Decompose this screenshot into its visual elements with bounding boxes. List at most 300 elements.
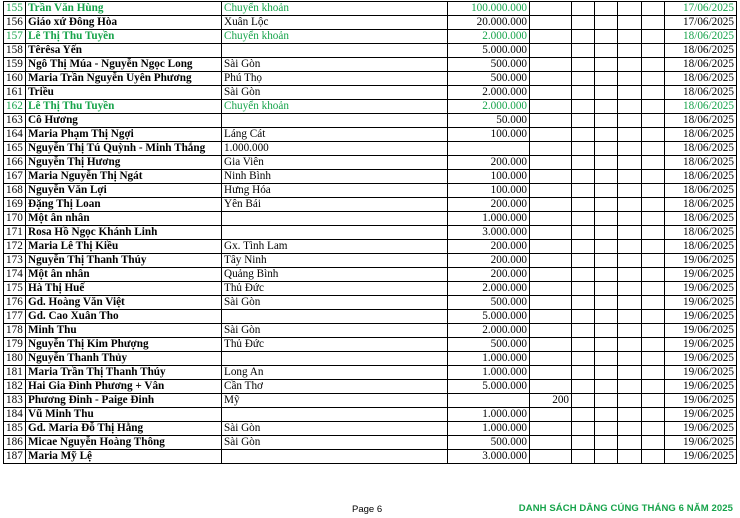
- donor-location: Sài Gòn: [222, 324, 448, 338]
- empty-cell: [618, 212, 642, 226]
- amount-vnd: 500.000: [448, 72, 530, 86]
- empty-cell: [642, 268, 665, 282]
- amount-vnd: 2.000.000: [448, 86, 530, 100]
- donor-location: Gx. Tình Lam: [222, 240, 448, 254]
- row-number: 162: [4, 100, 26, 114]
- empty-cell: [595, 44, 618, 58]
- empty-cell: [642, 380, 665, 394]
- table-row: [4, 16, 737, 30]
- row-number: 176: [4, 296, 26, 310]
- empty-cell: [572, 380, 595, 394]
- donation-date: 18/06/2025: [665, 30, 737, 44]
- row-number: 185: [4, 422, 26, 436]
- empty-cell: [642, 128, 665, 142]
- empty-cell: [572, 254, 595, 268]
- empty-cell: [618, 58, 642, 72]
- amount-usd: [530, 226, 572, 240]
- empty-cell: [618, 226, 642, 240]
- amount-usd: [530, 198, 572, 212]
- donor-location: [222, 226, 448, 240]
- empty-cell: [572, 198, 595, 212]
- empty-cell: [642, 366, 665, 380]
- amount-usd: [530, 366, 572, 380]
- empty-cell: [572, 114, 595, 128]
- empty-cell: [642, 226, 665, 240]
- row-number: 175: [4, 282, 26, 296]
- donation-date: 18/06/2025: [665, 156, 737, 170]
- donor-location: Sài Gòn: [222, 58, 448, 72]
- donor-location: Yên Bái: [222, 198, 448, 212]
- donor-name: Gd. Hoàng Văn Việt: [26, 296, 222, 310]
- amount-usd: [530, 114, 572, 128]
- donor-location: Chuyển khoản: [222, 100, 448, 114]
- empty-cell: [618, 72, 642, 86]
- empty-cell: [618, 240, 642, 254]
- amount-vnd: 200.000: [448, 268, 530, 282]
- donation-date: 19/06/2025: [665, 366, 737, 380]
- donation-date: 18/06/2025: [665, 128, 737, 142]
- empty-cell: [618, 366, 642, 380]
- empty-cell: [595, 352, 618, 366]
- empty-cell: [618, 408, 642, 422]
- table-row: [4, 86, 737, 100]
- donation-date: 19/06/2025: [665, 450, 737, 464]
- donor-name: Micae Nguyễn Hoàng Thông: [26, 436, 222, 450]
- donation-date: 19/06/2025: [665, 324, 737, 338]
- amount-usd: [530, 436, 572, 450]
- empty-cell: [572, 268, 595, 282]
- row-number: 164: [4, 128, 26, 142]
- donor-name: Maria Nguyễn Thị Ngát: [26, 170, 222, 184]
- donor-name: Lê Thị Thu Tuyền: [26, 30, 222, 44]
- amount-vnd: 100.000: [448, 128, 530, 142]
- empty-cell: [642, 254, 665, 268]
- empty-cell: [618, 156, 642, 170]
- table-row: [4, 338, 737, 352]
- amount-vnd: 2.000.000: [448, 100, 530, 114]
- donor-name: Nguyễn Thị Hương: [26, 156, 222, 170]
- empty-cell: [595, 212, 618, 226]
- donation-date: 19/06/2025: [665, 352, 737, 366]
- amount-usd: [530, 422, 572, 436]
- amount-usd: [530, 128, 572, 142]
- empty-cell: [595, 408, 618, 422]
- amount-vnd: 2.000.000: [448, 30, 530, 44]
- empty-cell: [618, 436, 642, 450]
- empty-cell: [618, 142, 642, 156]
- amount-usd: [530, 142, 572, 156]
- donor-name: Gd. Cao Xuân Tho: [26, 310, 222, 324]
- empty-cell: [572, 128, 595, 142]
- row-number: 163: [4, 114, 26, 128]
- table-row: [4, 198, 737, 212]
- empty-cell: [595, 254, 618, 268]
- amount-usd: [530, 450, 572, 464]
- donation-date: 19/06/2025: [665, 338, 737, 352]
- donor-name: Hà Thị Huế: [26, 282, 222, 296]
- amount-usd: [530, 156, 572, 170]
- donor-name: Nguyễn Thanh Thủy: [26, 352, 222, 366]
- donor-location: Chuyển khoản: [222, 30, 448, 44]
- amount-vnd: 50.000: [448, 114, 530, 128]
- table-row: [4, 142, 737, 156]
- empty-cell: [572, 44, 595, 58]
- amount-vnd: 5.000.000: [448, 44, 530, 58]
- donor-location: Sài Gòn: [222, 436, 448, 450]
- empty-cell: [642, 338, 665, 352]
- row-number: 156: [4, 16, 26, 30]
- empty-cell: [595, 2, 618, 16]
- amount-vnd: 20.000.000: [448, 16, 530, 30]
- table-row: [4, 72, 737, 86]
- amount-usd: [530, 184, 572, 198]
- empty-cell: [642, 310, 665, 324]
- donor-location: [222, 212, 448, 226]
- donor-name: Rosa Hồ Ngọc Khánh Linh: [26, 226, 222, 240]
- table-row: [4, 240, 737, 254]
- donor-name: Vũ Minh Thu: [26, 408, 222, 422]
- donor-location: [222, 114, 448, 128]
- empty-cell: [642, 436, 665, 450]
- amount-vnd: 500.000: [448, 296, 530, 310]
- empty-cell: [642, 422, 665, 436]
- empty-cell: [595, 58, 618, 72]
- row-number: 157: [4, 30, 26, 44]
- row-number: 165: [4, 142, 26, 156]
- empty-cell: [595, 394, 618, 408]
- donation-date: 19/06/2025: [665, 422, 737, 436]
- empty-cell: [618, 422, 642, 436]
- table-row: [4, 394, 737, 408]
- empty-cell: [642, 142, 665, 156]
- donor-location: Chuyển khoản: [222, 2, 448, 16]
- empty-cell: [595, 114, 618, 128]
- table-row: [4, 44, 737, 58]
- donation-date: 19/06/2025: [665, 380, 737, 394]
- empty-cell: [618, 324, 642, 338]
- row-number: 174: [4, 268, 26, 282]
- donor-name: Maria Mỹ Lệ: [26, 450, 222, 464]
- empty-cell: [572, 100, 595, 114]
- empty-cell: [618, 16, 642, 30]
- row-number: 161: [4, 86, 26, 100]
- amount-vnd: 3.000.000: [448, 450, 530, 464]
- empty-cell: [572, 58, 595, 72]
- amount-usd: [530, 282, 572, 296]
- empty-cell: [595, 198, 618, 212]
- amount-vnd: 2.000.000: [448, 282, 530, 296]
- empty-cell: [618, 268, 642, 282]
- donation-date: 18/06/2025: [665, 226, 737, 240]
- empty-cell: [595, 128, 618, 142]
- empty-cell: [595, 436, 618, 450]
- donor-name: Nguyễn Thị Kim Phượng: [26, 338, 222, 352]
- donor-location: Mỹ: [222, 394, 448, 408]
- amount-vnd: 3.000.000: [448, 226, 530, 240]
- table-row: [4, 184, 737, 198]
- empty-cell: [572, 394, 595, 408]
- empty-cell: [595, 366, 618, 380]
- donation-date: 18/06/2025: [665, 170, 737, 184]
- table-row: [4, 408, 737, 422]
- amount-usd: [530, 324, 572, 338]
- amount-usd: [530, 240, 572, 254]
- amount-vnd: 1.000.000: [448, 212, 530, 226]
- donation-date: 19/06/2025: [665, 310, 737, 324]
- amount-vnd: 200.000: [448, 254, 530, 268]
- empty-cell: [642, 184, 665, 198]
- donation-date: 17/06/2025: [665, 16, 737, 30]
- empty-cell: [642, 2, 665, 16]
- amount-usd: [530, 408, 572, 422]
- amount-vnd: 5.000.000: [448, 380, 530, 394]
- amount-usd: [530, 170, 572, 184]
- table-row: [4, 310, 737, 324]
- table-row: [4, 100, 737, 114]
- row-number: 155: [4, 2, 26, 16]
- amount-usd: [530, 380, 572, 394]
- empty-cell: [572, 338, 595, 352]
- table-row: [4, 296, 737, 310]
- row-number: 171: [4, 226, 26, 240]
- table-row: [4, 58, 737, 72]
- donation-date: 18/06/2025: [665, 114, 737, 128]
- amount-vnd: 1.000.000: [448, 366, 530, 380]
- empty-cell: [618, 128, 642, 142]
- donation-table-body: [4, 2, 737, 464]
- empty-cell: [642, 58, 665, 72]
- donor-name: Giáo xứ Đông Hòa: [26, 16, 222, 30]
- empty-cell: [618, 184, 642, 198]
- amount-vnd: 200.000: [448, 240, 530, 254]
- donor-location: Láng Cát: [222, 128, 448, 142]
- empty-cell: [642, 16, 665, 30]
- empty-cell: [642, 212, 665, 226]
- document-title: DANH SÁCH DÂNG CÚNG THÁNG 6 NĂM 2025: [518, 503, 733, 514]
- row-number: 183: [4, 394, 26, 408]
- empty-cell: [572, 226, 595, 240]
- amount-usd: [530, 44, 572, 58]
- empty-cell: [595, 100, 618, 114]
- donation-date: 18/06/2025: [665, 184, 737, 198]
- donor-location: Cần Thơ: [222, 380, 448, 394]
- donation-date: 18/06/2025: [665, 58, 737, 72]
- empty-cell: [595, 72, 618, 86]
- amount-usd: [530, 58, 572, 72]
- donor-location: Sài Gòn: [222, 296, 448, 310]
- empty-cell: [618, 44, 642, 58]
- empty-cell: [618, 296, 642, 310]
- donation-date: 18/06/2025: [665, 142, 737, 156]
- empty-cell: [595, 240, 618, 254]
- donation-date: 17/06/2025: [665, 2, 737, 16]
- empty-cell: [618, 282, 642, 296]
- empty-cell: [618, 254, 642, 268]
- empty-cell: [642, 44, 665, 58]
- amount-vnd: 1.000.000: [448, 408, 530, 422]
- table-row: [4, 30, 737, 44]
- empty-cell: [642, 156, 665, 170]
- table-row: [4, 114, 737, 128]
- donor-name: Têrêsa Yến: [26, 44, 222, 58]
- page-number: Page 6: [352, 504, 383, 515]
- donation-date: 19/06/2025: [665, 436, 737, 450]
- empty-cell: [618, 170, 642, 184]
- amount-usd: [530, 212, 572, 226]
- row-number: 182: [4, 380, 26, 394]
- donation-date: 19/06/2025: [665, 268, 737, 282]
- empty-cell: [572, 30, 595, 44]
- row-number: 158: [4, 44, 26, 58]
- donor-name: Maria Phạm Thị Ngợi: [26, 128, 222, 142]
- amount-usd: [530, 254, 572, 268]
- empty-cell: [572, 296, 595, 310]
- amount-vnd: 200.000: [448, 156, 530, 170]
- donor-location: Tây Ninh: [222, 254, 448, 268]
- empty-cell: [642, 324, 665, 338]
- row-number: 166: [4, 156, 26, 170]
- donor-name: Maria Trần Thị Thanh Thúy: [26, 366, 222, 380]
- empty-cell: [572, 72, 595, 86]
- empty-cell: [642, 170, 665, 184]
- amount-usd: [530, 268, 572, 282]
- amount-vnd: [448, 142, 530, 156]
- amount-vnd: 100.000.000: [448, 2, 530, 16]
- row-number: 160: [4, 72, 26, 86]
- empty-cell: [595, 268, 618, 282]
- empty-cell: [618, 338, 642, 352]
- empty-cell: [595, 30, 618, 44]
- amount-usd: [530, 296, 572, 310]
- donor-name: Gd. Maria Đỗ Thị Hằng: [26, 422, 222, 436]
- empty-cell: [642, 394, 665, 408]
- row-number: 177: [4, 310, 26, 324]
- donor-name: Nguyễn Thị Tú Quỳnh - Minh Thắng: [26, 142, 222, 156]
- empty-cell: [572, 2, 595, 16]
- amount-vnd: 1.000.000: [448, 352, 530, 366]
- empty-cell: [595, 338, 618, 352]
- row-number: 173: [4, 254, 26, 268]
- row-number: 172: [4, 240, 26, 254]
- donation-date: 19/06/2025: [665, 296, 737, 310]
- empty-cell: [572, 310, 595, 324]
- amount-usd: [530, 86, 572, 100]
- amount-vnd: 1.000.000: [448, 422, 530, 436]
- donor-name: Nguyễn Thị Thanh Thúy: [26, 254, 222, 268]
- donor-name: Ngô Thị Múa - Nguyễn Ngọc Long: [26, 58, 222, 72]
- table-row: [4, 450, 737, 464]
- donor-name: Nguyễn Văn Lợi: [26, 184, 222, 198]
- empty-cell: [618, 114, 642, 128]
- donation-date: 19/06/2025: [665, 408, 737, 422]
- amount-vnd: 500.000: [448, 58, 530, 72]
- row-number: 186: [4, 436, 26, 450]
- table-row: [4, 254, 737, 268]
- donation-date: 19/06/2025: [665, 282, 737, 296]
- amount-usd: [530, 72, 572, 86]
- donation-date: 18/06/2025: [665, 240, 737, 254]
- amount-usd: [530, 2, 572, 16]
- donation-date: 19/06/2025: [665, 254, 737, 268]
- table-row: [4, 352, 737, 366]
- empty-cell: [572, 282, 595, 296]
- donor-name: Đặng Thị Loan: [26, 198, 222, 212]
- empty-cell: [618, 380, 642, 394]
- donor-name: Một ân nhân: [26, 212, 222, 226]
- amount-vnd: 100.000: [448, 184, 530, 198]
- empty-cell: [642, 100, 665, 114]
- empty-cell: [595, 156, 618, 170]
- amount-usd: [530, 16, 572, 30]
- table-row: [4, 282, 737, 296]
- empty-cell: [572, 352, 595, 366]
- donor-location: Xuân Lộc: [222, 16, 448, 30]
- donation-date: 19/06/2025: [665, 394, 737, 408]
- donor-location: Sài Gòn: [222, 86, 448, 100]
- empty-cell: [595, 380, 618, 394]
- row-number: 187: [4, 450, 26, 464]
- empty-cell: [572, 366, 595, 380]
- empty-cell: [642, 296, 665, 310]
- row-number: 179: [4, 338, 26, 352]
- donor-name: Triều: [26, 86, 222, 100]
- empty-cell: [642, 198, 665, 212]
- empty-cell: [642, 114, 665, 128]
- donor-location: [222, 352, 448, 366]
- empty-cell: [618, 100, 642, 114]
- empty-cell: [572, 170, 595, 184]
- amount-vnd: 2.000.000: [448, 324, 530, 338]
- table-row: [4, 170, 737, 184]
- row-number: 170: [4, 212, 26, 226]
- empty-cell: [642, 240, 665, 254]
- empty-cell: [595, 310, 618, 324]
- table-row: [4, 366, 737, 380]
- table-row: [4, 268, 737, 282]
- empty-cell: [572, 212, 595, 226]
- table-row: [4, 324, 737, 338]
- empty-cell: [618, 352, 642, 366]
- empty-cell: [572, 408, 595, 422]
- donor-location: Thủ Đức: [222, 338, 448, 352]
- empty-cell: [572, 240, 595, 254]
- empty-cell: [642, 352, 665, 366]
- donor-location: 1.000.000: [222, 142, 448, 156]
- empty-cell: [572, 86, 595, 100]
- donor-name: Trần Văn Hùng: [26, 2, 222, 16]
- amount-vnd: [448, 394, 530, 408]
- empty-cell: [572, 142, 595, 156]
- donation-date: 18/06/2025: [665, 198, 737, 212]
- empty-cell: [618, 30, 642, 44]
- empty-cell: [595, 86, 618, 100]
- donor-name: Lê Thị Thu Tuyền: [26, 100, 222, 114]
- empty-cell: [595, 142, 618, 156]
- amount-usd: [530, 352, 572, 366]
- row-number: 159: [4, 58, 26, 72]
- amount-usd: [530, 338, 572, 352]
- empty-cell: [595, 296, 618, 310]
- amount-vnd: 5.000.000: [448, 310, 530, 324]
- table-row: [4, 226, 737, 240]
- amount-vnd: 100.000: [448, 170, 530, 184]
- donor-location: [222, 450, 448, 464]
- donor-name: Hai Gia Đình Phương + Vân: [26, 380, 222, 394]
- empty-cell: [572, 436, 595, 450]
- table-row: [4, 128, 737, 142]
- empty-cell: [595, 184, 618, 198]
- empty-cell: [595, 422, 618, 436]
